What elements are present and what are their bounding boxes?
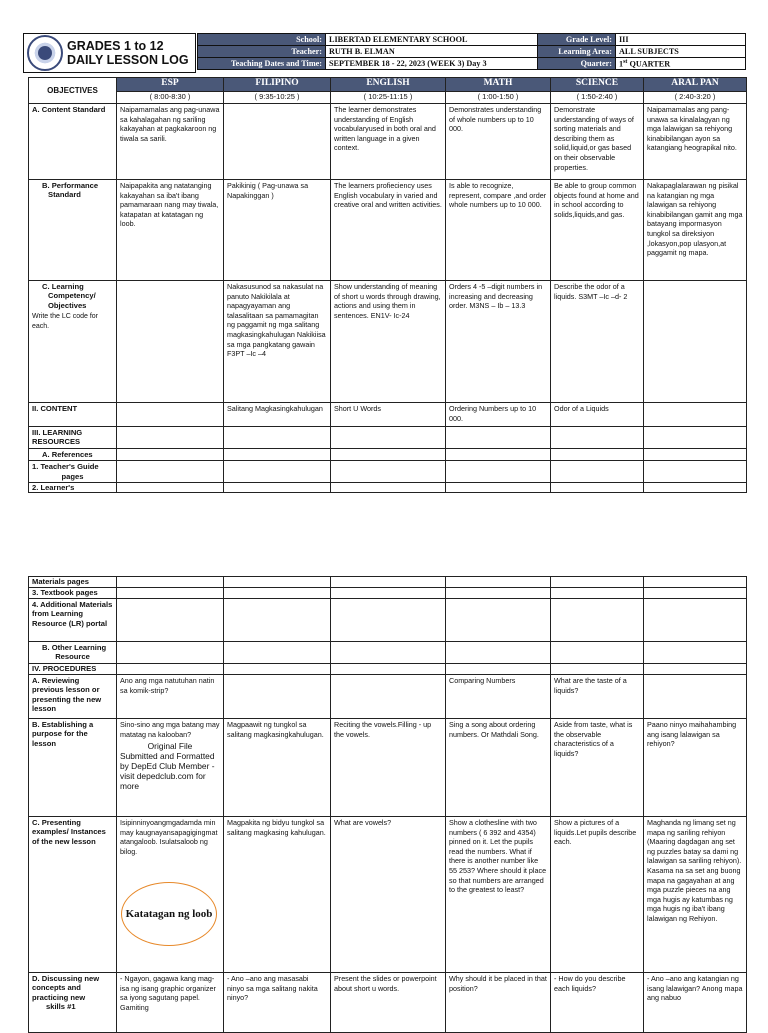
cell-content-standard-aral-pan: Naipamamalas ang pang-unawa sa kinalalagyan ng mga lalawigan sa rehiyong kinabibilangan ayon sa katangiang heograpikal nito.	[644, 104, 747, 180]
subject-header-esp: ESP	[117, 78, 224, 92]
cell-performance-aral-pan: Nakapaglalarawan ng pisikal na katangian ng mga lalawigan sa rehiyong kinabibilangan gamit ang mga batayang impormasyon tungkol sa direksiyon ,lokasyon,pop ulasyon,at paggamit ng mapa.	[644, 180, 747, 281]
performance-label-line-1: B. Performance	[42, 181, 99, 190]
document-title	[67, 39, 189, 67]
cell-content-aral-pan	[644, 403, 747, 427]
cell-content-standard-filipino	[224, 104, 331, 180]
cell-discussing-aral-pan: - Ano –ano ang katangian ng isang lalawigan? Anong mapa ang nabuo	[644, 973, 747, 1033]
cell-performance-science: Be able to group common objects found at home and in school according to solids,liquids,and gas.	[551, 180, 644, 281]
cell-performance-filipino: Pakikinig ( Pag-unawa sa Napakinggan )	[224, 180, 331, 281]
cell-competency-math: Orders 4 -5 –digit numbers in increasing and decreasing order. M3NS – Ib – 13.3	[446, 281, 551, 403]
cell-performance-english: The learners profieciency uses English vocabulary in varied and creative oral and written activities.	[331, 180, 446, 281]
cell-establishing-aral-pan: Paano ninyo maihahambing ang isang lalawigan sa rehiyon?	[644, 719, 747, 817]
cell-presenting-science: Show a pictures of a liquids.Let pupils describe each.	[551, 817, 644, 973]
subject-header-math: MATH	[446, 78, 551, 92]
performance-label-line-2: Standard	[48, 190, 81, 200]
row-label-procedures: IV. PROCEDURES	[29, 664, 117, 675]
cell-reviewing-esp: Ano ang mga natutuhan natin sa komik-strip?	[117, 675, 224, 719]
dates-value: SEPTEMBER 18 - 22, 2023 (WEEK 3) Day 3	[326, 58, 538, 70]
teacher-label: Teacher:	[198, 46, 326, 58]
cell-presenting-filipino: Magpakita ng bidyu tungkol sa salitang magkasing kahulugan.	[224, 817, 331, 973]
row-label-teachers-guide	[29, 461, 117, 483]
cell-discussing-math: Why should it be placed in that position?	[446, 973, 551, 1033]
cell-content-english: Short U Words	[331, 403, 446, 427]
other-resource-label-line-2: Resource	[55, 652, 90, 662]
school-value: LIBERTAD ELEMENTARY SCHOOL	[326, 34, 538, 46]
time-filipino: ( 9:35-10:25 )	[224, 92, 331, 104]
row-label-learners: 2. Learner's	[29, 483, 117, 493]
cell-discussing-esp: - Ngayon, gagawa kang mag-isa ng isang graphic organizer sa iyong sagutang papel. Gamiting	[117, 973, 224, 1033]
cell-discussing-filipino: - Ano –ano ang masasabi ninyo sa mga salitang nakita ninyo?	[224, 973, 331, 1033]
cell-content-esp	[117, 403, 224, 427]
deped-seal-icon	[27, 35, 63, 71]
cell-establishing-esp	[117, 719, 224, 817]
cell-establishing-filipino: Magpaawit ng tungkol sa salitang magkasingkahulugan.	[224, 719, 331, 817]
discussing-label-line-1: D. Discussing new concepts and practicing new	[32, 974, 100, 1002]
cell-content-standard-esp: Naipamamalas ang pag-unawa sa kahalagahan ng sariling kakayahan at pagkakaroon ng tiwala sa sarili.	[117, 104, 224, 180]
references-label: A. References	[42, 450, 93, 459]
competency-label-sub: Write the LC code for each.	[32, 313, 99, 330]
row-label-references	[29, 449, 117, 461]
cell-presenting-english: What are vowels?	[331, 817, 446, 973]
lesson-table-bottom	[28, 576, 747, 1033]
cell-reviewing-math: Comparing Numbers	[446, 675, 551, 719]
row-label-content: II. CONTENT	[29, 403, 117, 427]
row-label-performance-standard	[29, 180, 117, 281]
cell-reviewing-filipino	[224, 675, 331, 719]
cell-content-standard-english: The learner demonstrates understanding of English vocabularyused in both oral and written language in a given context.	[331, 104, 446, 180]
cell-discussing-science: - How do you describe each liquids?	[551, 973, 644, 1033]
subject-header-english: ENGLISH	[331, 78, 446, 92]
cell-content-filipino: Salitang Magkasingkahulugan	[224, 403, 331, 427]
objectives-header: OBJECTIVES	[29, 78, 117, 104]
time-math: ( 1:00-1:50 )	[446, 92, 551, 104]
katatagan-oval: Katatagan ng loob	[121, 882, 217, 946]
header-logo-box	[23, 33, 196, 73]
row-label-materials: Materials pages	[29, 577, 117, 588]
grade-value: III	[616, 34, 746, 46]
depedclub-note-line-1: Original File	[147, 741, 193, 752]
subject-header-science: SCIENCE	[551, 78, 644, 92]
cell-reviewing-aral-pan	[644, 675, 747, 719]
cell-competency-science: Describe the odor of a liquids. S3MT –Ic –d- 2	[551, 281, 644, 403]
competency-label-line-2: Competency/	[48, 291, 96, 301]
establishing-esp-text: Sino-sino ang mga batang may matatag na kalooban?	[120, 720, 220, 739]
cell-discussing-english: Present the slides or powerpoint about short u words.	[331, 973, 446, 1033]
time-science: ( 1:50-2:40 )	[551, 92, 644, 104]
cell-presenting-aral-pan: Maghanda ng limang set ng mapa ng sariling rehiyon (Maaring dagdagan ang set ng puzzles batay sa dami ng lalawigan sa sariling rehiyon). Kasama na sa set ang buong mapa na gagayahan at ang mga puzzle pieces na ang mga hugis ay katumbas ng mga hugis ng iba't ibang lalawigan ng Rehiyon.	[644, 817, 747, 973]
quarter-value: 1st QUARTER	[616, 58, 746, 70]
grade-label: Grade Level:	[538, 34, 616, 46]
cell-content-standard-science: Demonstrate understanding of ways of sorting materials and describing them as solid,liquid,or gas based on their observable properties.	[551, 104, 644, 180]
cell-content-standard-math: Demonstrates understanding of whole numbers up to 10 000.	[446, 104, 551, 180]
row-label-additional-materials: 4. Additional Materials from Learning Resource (LR) portal	[29, 599, 117, 642]
dates-label: Teaching Dates and Time:	[198, 58, 326, 70]
cell-competency-esp	[117, 281, 224, 403]
discussing-label-line-2: skills #1	[46, 1002, 76, 1012]
lesson-table-top	[28, 77, 747, 493]
subject-header-aral-pan: ARAL PAN	[644, 78, 747, 92]
depedclub-note-line-2: Submitted and Formatted by DepEd Club Member - visit depedclub.com for more	[120, 751, 215, 792]
cell-competency-aral-pan	[644, 281, 747, 403]
teachers-guide-pages-label: pages	[61, 471, 84, 481]
cell-performance-math: Is able to recognize, represent, compare ,and order whole numbers up to 10 000.	[446, 180, 551, 281]
cell-performance-esp: Naipapakita ang natatanging kakayahan sa iba't ibang pamamaraan nang may tiwala, katapatan at katatagan ng loob.	[117, 180, 224, 281]
row-label-learning-competency	[29, 281, 117, 403]
time-aral-pan: ( 2:40-3:20 )	[644, 92, 747, 104]
subject-header-filipino: FILIPINO	[224, 78, 331, 92]
row-label-establishing: B. Establishing a purpose for the lesson	[29, 719, 117, 817]
cell-presenting-math: Show a clothesline with two numbers ( 6 392 and 4354) pinned on it. Let the pupils read the numbers. What if there is another number like 55 253? Where should it place so that numbers are arranged to the greatest to least?	[446, 817, 551, 973]
header-info-table	[197, 33, 746, 70]
row-label-reviewing: A. Reviewing previous lesson or presenting the new lesson	[29, 675, 117, 719]
cell-establishing-math: Sing a song about ordering numbers. Or Mathdali Song.	[446, 719, 551, 817]
cell-reviewing-english	[331, 675, 446, 719]
time-english: ( 10:25-11:15 )	[331, 92, 446, 104]
title-line-2: DAILY LESSON LOG	[67, 53, 189, 67]
teachers-guide-label: 1. Teacher's Guide	[32, 462, 99, 472]
competency-label-line-1: C. Learning	[42, 282, 84, 291]
cell-establishing-science: Aside from taste, what is the observable characteristics of a liquids?	[551, 719, 644, 817]
time-esp: ( 8:00-8:30 )	[117, 92, 224, 104]
learning-area-value: ALL SUBJECTS	[616, 46, 746, 58]
competency-label-line-3: Objectives	[48, 300, 87, 310]
row-label-textbook: 3. Textbook pages	[29, 588, 117, 599]
cell-reviewing-science: What are the taste of a liquids?	[551, 675, 644, 719]
row-label-other-resource	[29, 642, 117, 664]
other-resource-label-line-1: B. Other Learning	[42, 643, 107, 652]
cell-content-math: Ordering Numbers up to 10 000.	[446, 403, 551, 427]
quarter-label: Quarter:	[538, 58, 616, 70]
learning-area-label: Learning Area:	[538, 46, 616, 58]
cell-competency-english: Show understanding of meaning of short u words through drawing, actions and using them in sentences. EN1V- Ic-24	[331, 281, 446, 403]
cell-establishing-english: Reciting the vowels.Filling - up the vowels.	[331, 719, 446, 817]
depedclub-note	[120, 741, 220, 791]
school-label: School:	[198, 34, 326, 46]
row-label-presenting: C. Presenting examples/ Instances of the new lesson	[29, 817, 117, 973]
cell-presenting-esp: Isipinninyoangmgadamda min may kaugnayansapagigingmat atangaloob. Isulatsaloob ng bilog.	[117, 817, 224, 973]
row-label-learning-resources: III. LEARNING RESOURCES	[29, 427, 117, 449]
cell-competency-filipino: Nakasusunod sa nakasulat na panuto Nakikilala at napagyayaman ang talasalitaan sa pamamagitan ng paggamit ng mga salitang magkasingkahulugan Nakikiisa sa mga pangkatang gawain F3PT –Ic –4	[224, 281, 331, 403]
cell-content-science: Odor of a Liquids	[551, 403, 644, 427]
title-line-1: GRADES 1 to 12	[67, 39, 164, 53]
row-label-content-standard: A. Content Standard	[29, 104, 117, 180]
teacher-value: RUTH B. ELMAN	[326, 46, 538, 58]
